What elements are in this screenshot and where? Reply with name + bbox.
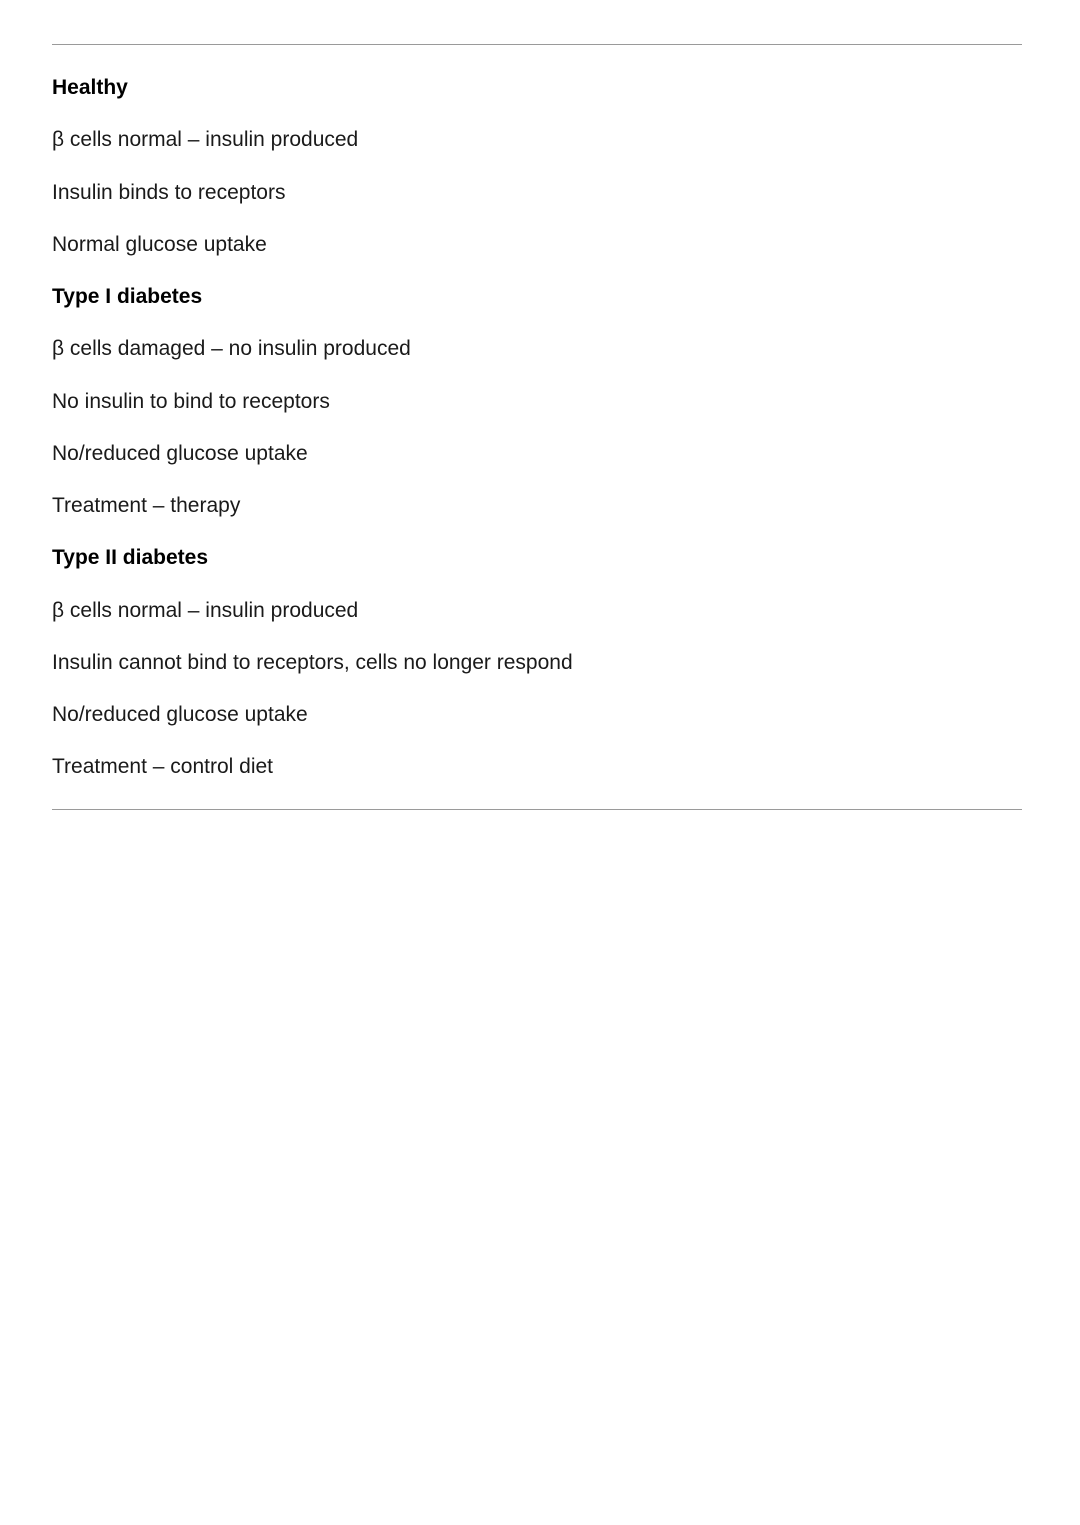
section-line: No/reduced glucose uptake xyxy=(52,441,308,465)
section-type-ii-diabetes xyxy=(52,545,1022,780)
section-type-i-diabetes xyxy=(52,284,1022,519)
document-content xyxy=(52,44,1022,810)
section-heading: Type I diabetes xyxy=(52,285,203,308)
top-divider xyxy=(52,44,1022,45)
section-heading: Type II diabetes xyxy=(52,546,208,570)
section-line: β cells damaged – no insulin produced xyxy=(52,337,411,361)
section-line: β cells normal – insulin produced xyxy=(52,128,359,152)
section-healthy xyxy=(52,75,1022,258)
section-line: No insulin to bind to receptors xyxy=(52,389,330,413)
bottom-divider xyxy=(52,809,1022,810)
section-line: Insulin binds to receptors xyxy=(52,180,286,204)
section-heading: Healthy xyxy=(52,76,128,99)
section-line: Treatment – control diet xyxy=(52,755,273,779)
section-line: No/reduced glucose uptake xyxy=(52,703,308,726)
section-line: Insulin cannot bind to receptors, cells no longer respond xyxy=(52,650,573,674)
section-line: β cells normal – insulin produced xyxy=(52,598,359,622)
section-line: Treatment – therapy xyxy=(52,494,241,517)
section-line: Normal glucose uptake xyxy=(52,232,267,256)
